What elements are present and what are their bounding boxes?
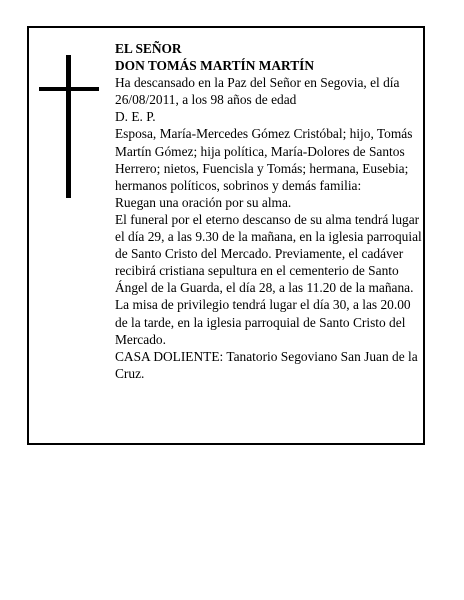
obituary-notice [27, 26, 425, 445]
family-list: Esposa, María-Mercedes Gómez Cristóbal; hijo, Tomás Martín Gómez; hija política, María-Dolores de Santos Herrero; nietos, Fuencisla y Tomás; hermana, Eusebia; hermanos políticos, sobrinos y demás familia: [115, 126, 413, 193]
notice-title: EL SEÑOR [115, 41, 182, 56]
cross-vertical-bar [66, 55, 71, 198]
deceased-name: DON TOMÁS MARTÍN MARTÍN [115, 58, 315, 74]
death-announcement: Ha descansado en la Paz del Señor en Segovia, el día 26/08/2011, a los 98 años de edad [115, 75, 400, 108]
notice-text [115, 40, 423, 382]
rip-line: D. E. P. [115, 109, 156, 125]
funeral-details: El funeral por el eterno descanso de su alma tendrá lugar el día 29, a las 9.30 de la mañana, en la iglesia parroquial de Santo Cristo del Mercado. Previamente, el cadáver recibirá cristiana sepultura en el cementerio de Santo Ángel de la Guarda, el día 28, a las 11.20 de la mañana. [115, 211, 422, 296]
cross-icon [39, 55, 99, 198]
cross-horizontal-bar [39, 87, 99, 91]
prayer-request: Ruegan una oración por su alma. [115, 194, 292, 210]
mourning-house: CASA DOLIENTE: Tanatorio Segoviano San Juan de la Cruz. [115, 348, 418, 381]
mass-details: La misa de privilegio tendrá lugar el día 30, a las 20.00 de la tarde, en la iglesia parroquial de Santo Cristo del Mercado. [115, 297, 411, 347]
